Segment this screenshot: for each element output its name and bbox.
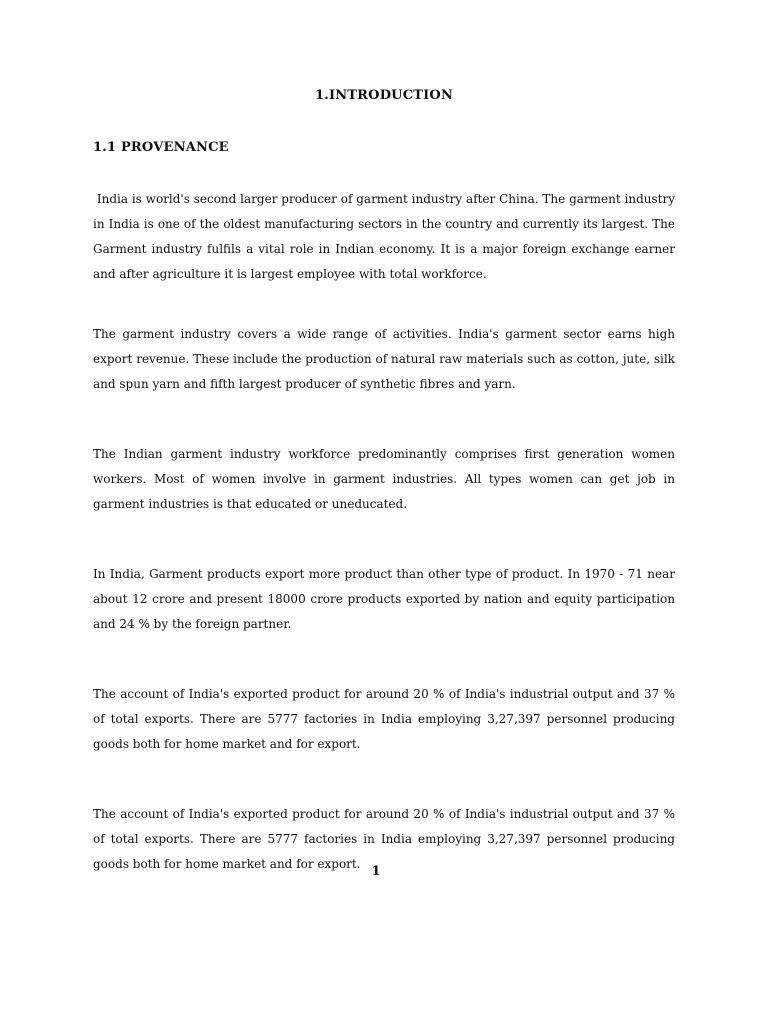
paragraph-3: The Indian garment industry workforce predominantly comprises first generation women workers. Most of women involve in garment industries. All types women can get job in garment industries is that educated or uneducated. xyxy=(93,447,675,511)
paragraph-6: The account of India's exported product for around 20 % of India's industrial output and 37 % of total exports. There are 5777 factories in India employing 3,27,397 personnel producing goods both for home market and for export. xyxy=(93,807,675,871)
paragraph-5: The account of India's exported product for around 20 % of India's industrial output and 37 % of total exports. There are 5777 factories in India employing 3,27,397 personnel producing goods both for home market and for export. xyxy=(93,687,675,751)
section-heading: 1.1 PROVENANCE xyxy=(93,140,229,155)
paragraph-2: The garment industry covers a wide range of activities. India's garment sector earns high export revenue. These include the production of natural raw materials such as cotton, jute, silk and spun yarn and fifth largest producer of synthetic fibres and yarn. xyxy=(93,327,675,391)
page-number: 1 xyxy=(371,864,381,879)
page-title: 1.INTRODUCTION xyxy=(314,88,454,103)
paragraph-1: India is world's second larger producer of garment industry after China. The garment industry in India is one of the oldest manufacturing sectors in the country and currently its largest. The Garment industry fulfils a vital role in Indian economy. It is a major foreign exchange earner and after agriculture it is largest employee with total workforce. xyxy=(93,192,679,281)
paragraph-4: In India, Garment products export more product than other type of product. In 1970 - 71 near about 12 crore and present 18000 crore products exported by nation and equity participation and 24 % by the foreign partner. xyxy=(93,567,675,631)
